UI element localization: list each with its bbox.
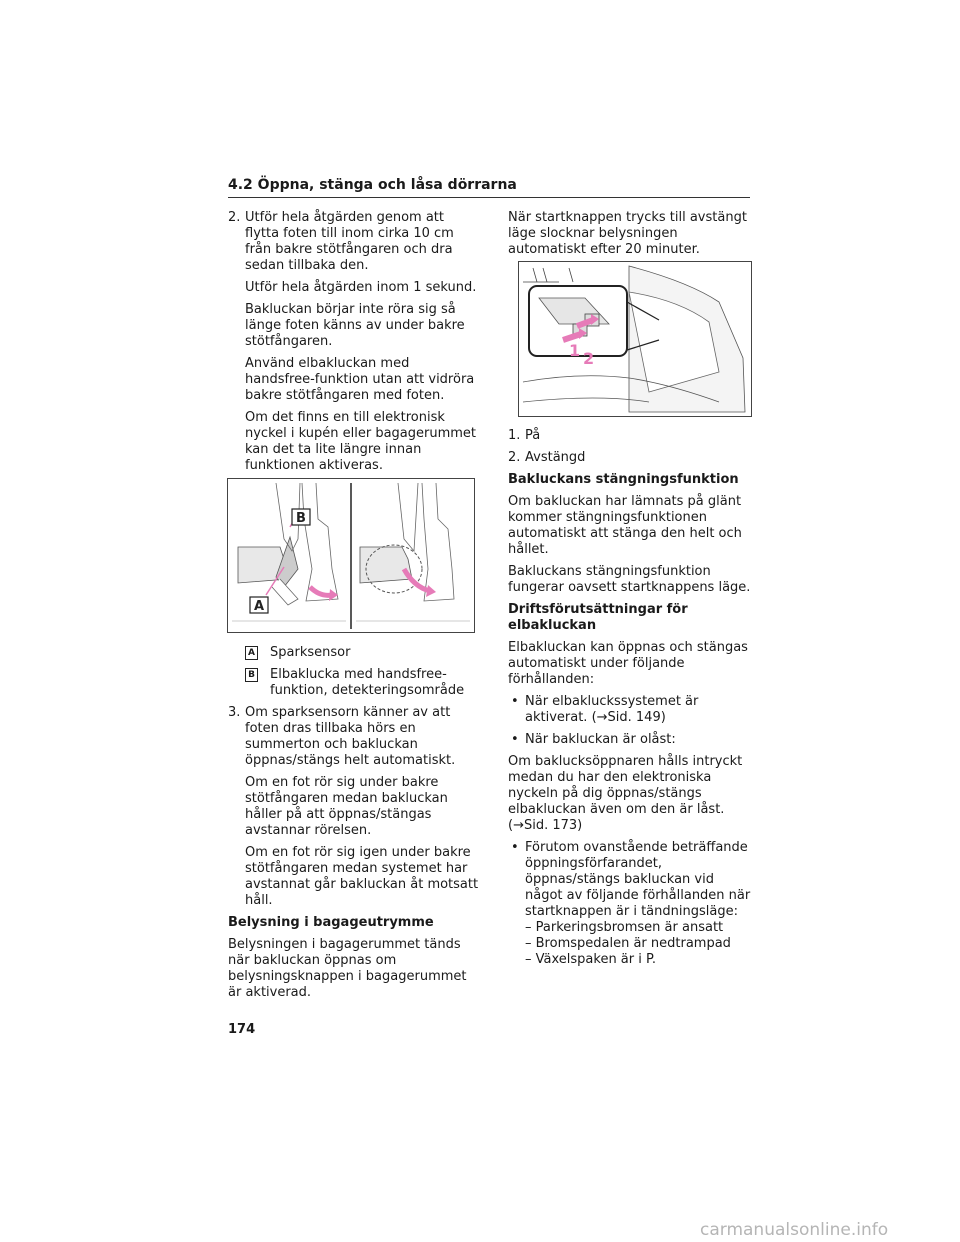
item-number: 2. xyxy=(508,450,521,465)
closing-text: Bakluckans stängningsfunktion fungerar oavsett startknappens läge. xyxy=(508,564,751,595)
bullet-item xyxy=(508,694,753,726)
legend-key: B xyxy=(245,668,258,682)
step-3 xyxy=(228,705,480,909)
closing-text: Om bakluckan har lämnats på glänt kommer stängningsfunktionen automatiskt att stänga den helt och hållet. xyxy=(508,494,742,557)
lighting-switch-illustration xyxy=(519,262,751,416)
legend-key: A xyxy=(245,646,258,660)
bullet-mark: • xyxy=(511,840,519,855)
bullet-text: Förutom ovanstående beträffande öppningsförfarandet, öppnas/stängs bakluckan vid något av följande förhållanden när startknappen är i tändningsläge: xyxy=(525,840,751,919)
watermark: carmanualsonline.info xyxy=(700,1220,889,1240)
dash-item: – Växelspaken är i P. xyxy=(525,952,656,967)
dash-item: – Parkeringsbromsen är ansatt xyxy=(525,920,724,935)
bullet-mark: • xyxy=(511,732,519,747)
step-note: Om en fot rör sig under bakre stötfångaren medan bakluckan håller på att öppnas/stängas avstannar rörelsen. xyxy=(245,775,448,838)
bullet-mark: • xyxy=(511,694,519,709)
right-column-top xyxy=(508,210,753,264)
figure-label-1: 1 xyxy=(569,341,581,360)
figure-label-b: B xyxy=(296,511,306,526)
figure-label-2: 2 xyxy=(583,349,595,368)
step-note: Om en fot rör sig igen under bakre stötfångaren medan systemet har avstannat går bakluckan åt motsatt håll. xyxy=(245,845,479,908)
kick-sensor-figure xyxy=(227,478,475,633)
step-number: 2. xyxy=(228,210,241,225)
lighting-heading: Belysning i bagageutrymme xyxy=(228,915,434,930)
step-note: Bakluckan börjar inte röra sig så länge foten känns av under bakre stötfångaren. xyxy=(245,302,465,349)
step-note: Om det finns en till elektronisk nyckel i kupén eller bagagerummet kan det ta lite längre innan funktionen aktiveras. xyxy=(245,410,477,473)
step-note: Använd elbakluckan med handsfree-funktion utan att vidröra bakre stötfångaren med foten. xyxy=(245,356,475,403)
lighting-text: Belysningen i bagagerummet tänds när bakluckan öppnas om belysningsknappen i bagagerummet är aktiverad. xyxy=(228,937,467,1000)
legend-text: Elbaklucka med handsfree-funktion, detekteringsområde xyxy=(270,667,465,698)
left-column xyxy=(228,210,480,480)
dash-item: – Bromspedalen är nedtrampad xyxy=(525,936,731,951)
lighting-switch-figure xyxy=(518,261,752,417)
list-item xyxy=(508,428,753,444)
step-text: Utför hela åtgärden genom att flytta foten till inom cirka 10 cm från bakre stötfångaren och dra sedan tillbaka den. xyxy=(245,210,454,273)
list-item xyxy=(508,450,753,466)
intro-text: När startknappen trycks till avstängt läge slocknar belysningen automatiskt efter 20 minuter. xyxy=(508,210,747,257)
conditions-heading: Driftsförutsättningar för elbakluckan xyxy=(508,602,688,633)
step-text: Om sparksensorn känner av att foten dras tillbaka hörs en summerton och bakluckan öppnas/stängs helt automatiskt. xyxy=(245,705,456,768)
conditions-text: Om baklucksöppnaren hålls intryckt medan du har den elektroniska nyckeln på dig öppnas/stängs elbakluckan även om den är låst. (→Sid. 173) xyxy=(508,754,743,833)
legend-item-a xyxy=(228,645,480,661)
conditions-intro: Elbakluckan kan öppnas och stängas automatiskt under följande förhållanden: xyxy=(508,640,748,687)
page-number: 174 xyxy=(228,1022,256,1037)
item-text: Avstängd xyxy=(525,450,586,465)
step-2 xyxy=(228,210,480,474)
step-note: Utför hela åtgärden inom 1 sekund. xyxy=(245,280,477,295)
legend-item-b xyxy=(228,667,480,699)
bullet-item xyxy=(508,840,753,968)
legend-text: Sparksensor xyxy=(270,645,351,660)
right-column-lower xyxy=(508,428,753,968)
figure-label-a: A xyxy=(253,599,265,614)
bullet-text: När elbakluckssystemet är aktiverat. (→Sid. 149) xyxy=(525,694,699,725)
left-column-lower xyxy=(228,645,480,1007)
section-header: 4.2 Öppna, stänga och låsa dörrarna xyxy=(228,177,750,198)
bullet-item xyxy=(508,732,753,748)
step-number: 3. xyxy=(228,705,241,720)
closing-function-heading: Bakluckans stängningsfunktion xyxy=(508,472,739,487)
kick-sensor-illustration xyxy=(228,479,474,632)
item-number: 1. xyxy=(508,428,521,443)
item-text: På xyxy=(525,428,541,443)
bullet-text: När bakluckan är olåst: xyxy=(525,732,676,747)
